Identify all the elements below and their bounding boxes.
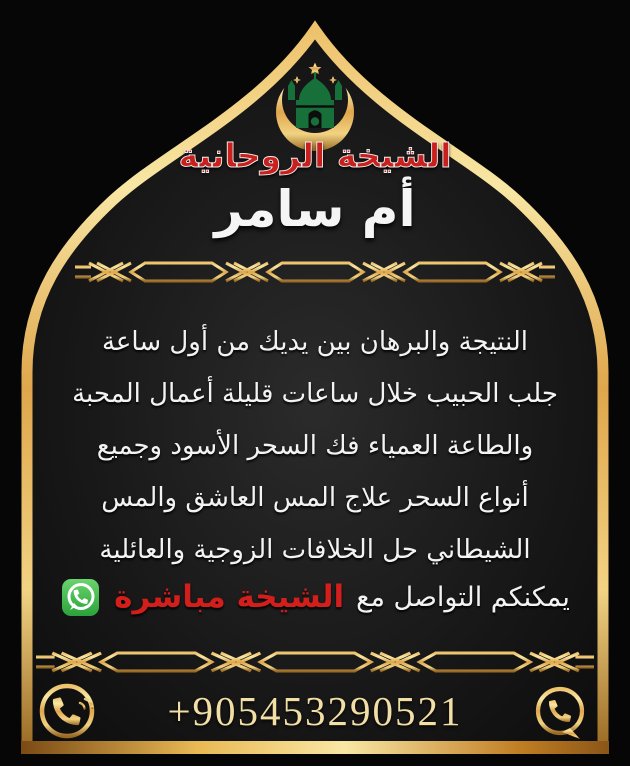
service-line: الشيطاني حل الخلافات الزوجية والعائلية <box>99 535 531 565</box>
whatsapp-icon <box>60 576 102 618</box>
healer-name: أم سامر <box>214 180 416 238</box>
service-line: النتيجة والبرهان بين يديك من أول ساعة <box>101 327 529 357</box>
contact-prefix: يمكنكم التواصل مع <box>356 581 570 613</box>
bottom-gold-bar <box>21 741 609 754</box>
services-text <box>0 316 630 576</box>
service-line: جلب الحبيب خلال ساعات قليلة أعمال المحبة <box>72 379 558 409</box>
contact-highlight: الشيخة مباشرة <box>114 579 345 615</box>
poster-title: الشيخة الروحانية <box>178 136 452 175</box>
service-line: والطاعة العمياء فك السحر الأسود وجميع <box>96 431 534 461</box>
phone-number: +905453290521 <box>167 688 463 734</box>
contact-line <box>0 576 630 618</box>
service-line: أنواع السحر علاج المس العاشق والمس <box>101 483 529 513</box>
